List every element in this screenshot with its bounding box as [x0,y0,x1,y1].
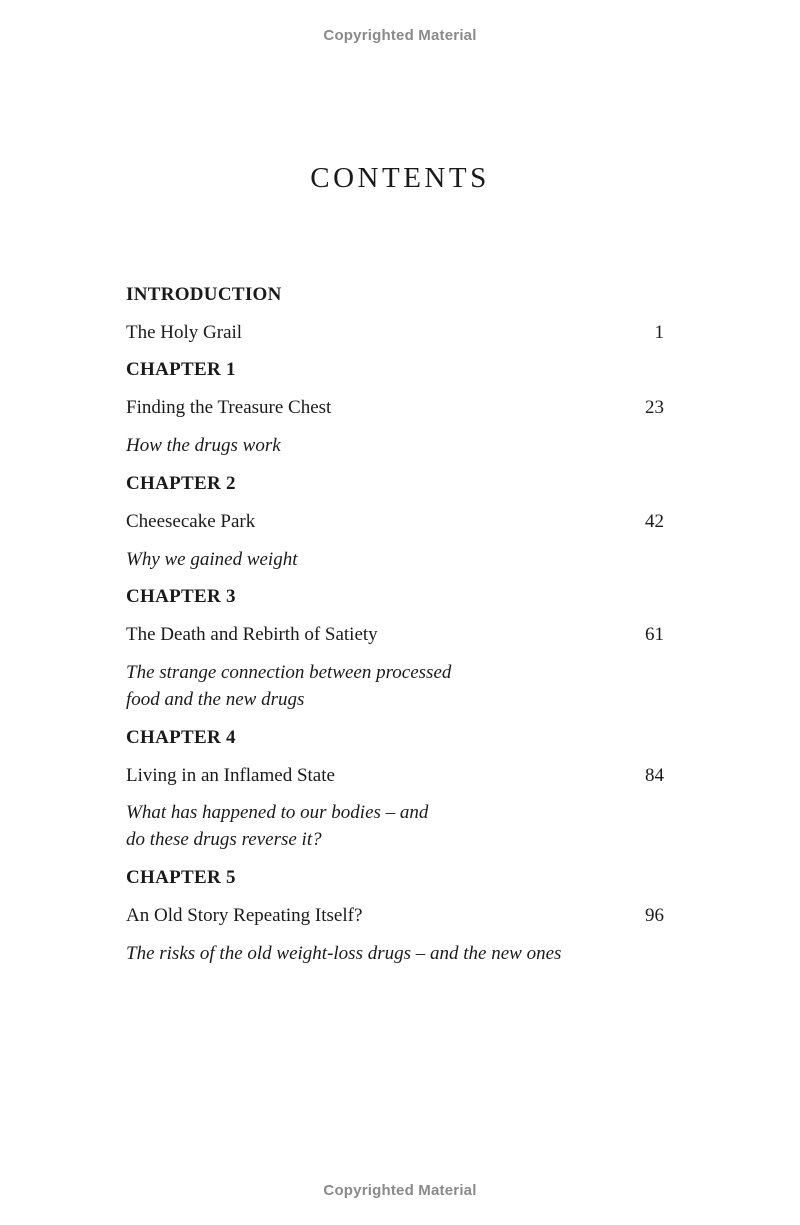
page-number: 84 [645,765,664,786]
chapter-4-heading: CHAPTER 4 [126,727,236,748]
entry-title: Living in an Inflamed State [126,765,335,786]
chapter-3-heading: CHAPTER 3 [126,586,236,607]
chapter-3-subtitle-line-2: food and the new drugs [126,689,305,710]
chapter-1-subtitle: How the drugs work [126,435,281,456]
chapter-4-subtitle-line-2: do these drugs reverse it? [126,829,322,850]
toc-entry-chapter-3[interactable] [126,621,664,648]
toc-entry-chapter-4[interactable] [126,762,664,789]
page-number: 42 [645,511,664,532]
chapter-2-heading: CHAPTER 2 [126,473,236,494]
entry-title: Cheesecake Park [126,511,256,532]
chapter-4-subtitle-line-1: What has happened to our bodies – and [126,802,429,823]
introduction-heading: INTRODUCTION [126,284,282,305]
toc-entry-chapter-1[interactable] [126,394,664,421]
page-number: 1 [654,322,664,343]
entry-title: Finding the Treasure Chest [126,397,332,418]
chapter-3-subtitle-line-1: The strange connection between processed [126,662,452,683]
copyright-watermark-bottom: Copyrighted Material [323,1182,477,1199]
chapter-2-subtitle: Why we gained weight [126,549,298,570]
chapter-5-subtitle: The risks of the old weight-loss drugs – and the new ones [126,943,562,964]
page-number: 23 [645,397,664,418]
entry-title: The Holy Grail [126,322,243,343]
page-number: 96 [645,905,664,926]
toc-entry-chapter-2[interactable] [126,508,664,535]
toc-entry-introduction[interactable] [126,319,664,346]
toc-entry-chapter-5[interactable] [126,902,664,929]
page-number: 61 [645,624,664,645]
copyright-watermark-top: Copyrighted Material [323,27,477,44]
page-title: CONTENTS [310,162,490,194]
chapter-5-heading: CHAPTER 5 [126,867,236,888]
entry-title: An Old Story Repeating Itself? [126,905,363,926]
entry-title: The Death and Rebirth of Satiety [126,624,378,645]
chapter-1-heading: CHAPTER 1 [126,359,236,380]
